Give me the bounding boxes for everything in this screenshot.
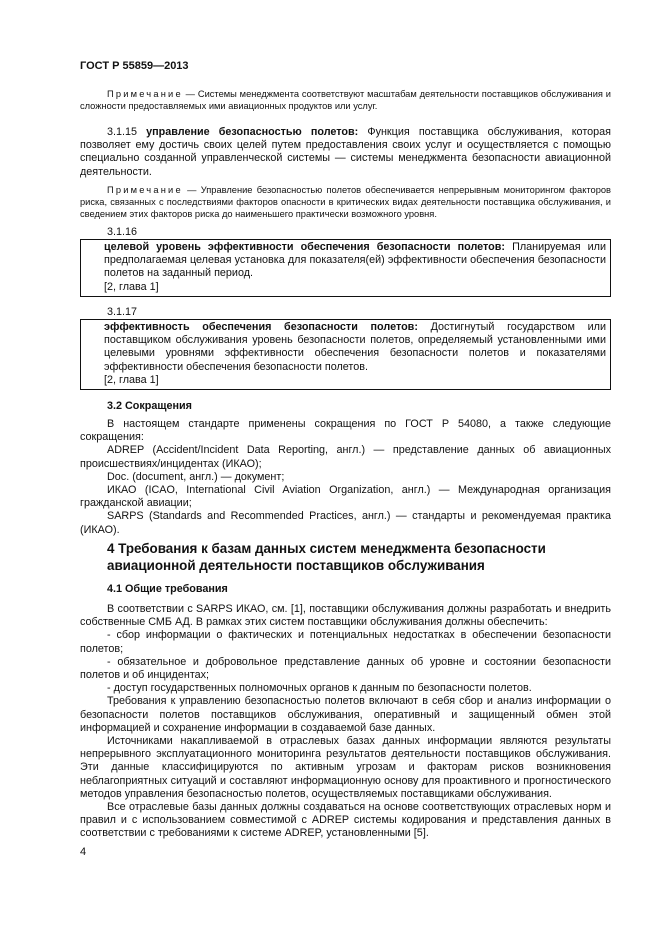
term: целевой уровень эффективности обеспечения безопасности полетов:	[104, 241, 506, 253]
list-item: SARPS (Standards and Recommended Practices, англ.) — стандарты и рекомендуемая практика (ИКАО).	[80, 510, 611, 536]
list-item: - сбор информации о фактических и потенциальных недостатках в обеспечении безопасности полетов;	[80, 629, 611, 655]
definition: Планируемая или предполагаемая целевая установка для показателя(ей) эффективности обеспечения безопасности полетов на заданный период.	[104, 241, 606, 280]
list-item: Doc. (document, англ.) — документ;	[107, 470, 285, 483]
reference: [2, глава 1]	[104, 373, 159, 386]
reference: [2, глава 1]	[104, 280, 159, 293]
paragraph: В соответствии с SARPS ИКАО, см. [1], поставщики обслуживания должны разработать и внедрить собственные СМБ АД. В рамках этих систем поставщики обслуживания должны обеспечить:	[80, 603, 611, 629]
note-2	[80, 184, 611, 220]
note-text: — Системы менеджмента соответствуют масштабам деятельности поставщиков обслуживания и сложности предоставляемых ими авиационных продуктов или услуг.	[80, 89, 611, 111]
clause-3-1-17	[80, 306, 611, 390]
list-item: - доступ государственных полномочных органов к данным по безопасности полетов.	[107, 682, 532, 695]
note-text: — Управление безопасностью полетов обеспечивается непрерывным мониторингом факторов риска, связанных с последствиями факторов опасности в критических видах деятельности поставщика обслуживания, и сведением этих факторов риска до наименьшего практически возможного уровня.	[80, 185, 611, 219]
clause-number: 3.1.15	[107, 126, 138, 138]
section-3-2	[80, 400, 611, 537]
section-4	[80, 541, 611, 841]
page-number: 4	[80, 846, 87, 858]
clause-3-1-15	[80, 126, 611, 179]
document-header: ГОСТ Р 55859—2013	[80, 60, 189, 72]
term: эффективность обеспечения безопасности полетов:	[104, 321, 418, 333]
term: управление безопасностью полетов:	[146, 126, 359, 138]
definition: Достигнутый государством или поставщиком обслуживания уровень безопасности полетов, определяемый установленными ими целевыми уровнями эффективности обеспечения безопасности полетов и показателями эффективности обеспечения безопасности полетов.	[104, 321, 606, 373]
list-item: ИКАО (ICAO, International Civil Aviation Organization, англ.) — Международная организация гражданской авиации;	[80, 484, 611, 510]
paragraph: Источниками накапливаемой в отраслевых базах данных информации являются результаты непрерывного эксплуатационного мониторинга результатов деятельности поставщиков обслуживания. Эти данные классифицируются по активным угрозам и факторам рисков возникновения неблагоприятных ситуаций и составляют информационную основу для проактивного и прогностического методов управления безопасностью полетов, осуществляемых поставщиками обслуживания.	[80, 735, 611, 800]
note-1	[80, 88, 611, 112]
definition-box	[80, 239, 611, 297]
clause-number: 3.1.17	[107, 306, 138, 318]
paragraph: Все отраслевые базы данных должны создаваться на основе соответствующих отраслевых норм и правил и с использованием совместимой с ADREP системы кодирования и представления данных в соответствии с требованиями к системе ADREP, установленными [5].	[80, 801, 611, 840]
definition-box	[80, 319, 611, 390]
section-heading-line-1: 4 Требования к базам данных систем менеджмента безопасности	[107, 541, 546, 556]
clause-number: 3.1.16	[107, 226, 138, 238]
definition: Функция поставщика обслуживания, которая позволяет ему достичь своих целей путем предоставления своих услуг и осуществляется с помощью специально созданной управленческой системы — системы менеджмента безопасности авиационной деятельности.	[80, 126, 612, 178]
list-item: ADREP (Accident/Incident Data Reporting, англ.) — представление данных об авиационных происшествиях/инцидентах (ИКАО);	[80, 444, 611, 470]
section-heading-line-2: авиационной деятельности поставщиков обслуживания	[107, 557, 485, 573]
note-label: Примечание	[107, 185, 183, 195]
clause-3-1-16	[80, 226, 611, 297]
section-heading: 3.2 Сокращения	[107, 400, 192, 412]
paragraph: Требования к управлению безопасностью полетов включают в себя сбор и анализ информации о безопасности полетов поставщиков обслуживания, оперативный и защищенный обмен этой информацией и сохранение информации в создаваемой базе данных.	[80, 695, 611, 734]
subsection-heading: 4.1 Общие требования	[107, 583, 228, 595]
list-item: - обязательное и добровольное представление данных об уровне и состоянии безопасности полетов и об инцидентах;	[80, 655, 611, 682]
paragraph: В настоящем стандарте применены сокращения по ГОСТ Р 54080, а также следующие сокращения:	[80, 418, 611, 444]
note-label: Примечание	[107, 89, 183, 99]
